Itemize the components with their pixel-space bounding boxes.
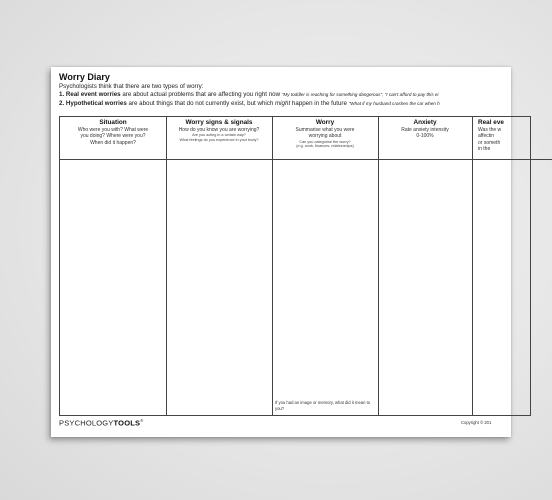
- column-situation[interactable]: [60, 117, 167, 415]
- column-heading: Worry signs & signals: [185, 119, 253, 126]
- column-prompt: Rate anxiety intensity: [401, 127, 449, 133]
- column-prompt: How do you know you are worrying?: [178, 127, 260, 133]
- worry-diary-table: [59, 116, 531, 416]
- worry-type-1-number: 1.: [59, 91, 65, 98]
- worry-type-1-term: Real event worries: [65, 91, 121, 98]
- column-worry[interactable]: [272, 117, 379, 415]
- column-header-real-event: [472, 117, 552, 160]
- column-worry-signs[interactable]: [166, 117, 273, 415]
- column-subprompt: What feelings do you experience in your body?: [179, 137, 259, 142]
- worry-type-2: [59, 100, 440, 107]
- psychology-tools-logo: [59, 418, 143, 428]
- logo-text-psychology: PSYCHOLOGY: [59, 418, 114, 428]
- column-subprompt: Can you categorise the worry?: [299, 139, 351, 144]
- column-anxiety[interactable]: [378, 117, 473, 415]
- column-footnote: If you had an image or memory, what did it mean to you?: [275, 400, 371, 411]
- column-prompt: Who were you with? What were: [77, 127, 149, 133]
- copyright-text: Copyright © 201: [461, 420, 492, 425]
- column-prompt: worrying about: [308, 133, 342, 140]
- worry-type-2-text: are about things that do not currently exist, but which: [126, 100, 276, 107]
- column-heading: Real eve: [478, 119, 504, 126]
- worry-type-2-number: 2.: [59, 100, 65, 107]
- column-prompt: affectin: [478, 133, 495, 140]
- worry-type-2-text-end: happen in the future: [290, 100, 349, 107]
- worry-type-2-term: Hypothetical worries: [65, 100, 127, 107]
- page-title: Worry Diary: [59, 72, 110, 82]
- column-prompt: in the: [478, 145, 491, 152]
- column-prompt: When did it happen?: [90, 139, 136, 146]
- column-header-worry-signs: [166, 117, 272, 160]
- worry-type-1-text: are about actual problems that are affecting you right now: [120, 91, 282, 98]
- worksheet-page: [51, 67, 511, 437]
- registered-mark: ®: [140, 418, 144, 423]
- intro-text: Psychologists think that there are two types of worry:: [59, 83, 204, 90]
- column-heading: Situation: [99, 119, 127, 126]
- column-header-anxiety: [378, 117, 472, 160]
- worry-type-2-example: "What if my husband crashes the car when h: [348, 101, 440, 106]
- column-prompt: you doing? Where were you?: [80, 133, 146, 140]
- column-subprompt: (e.g. work, finances, relationships): [296, 144, 354, 149]
- worry-type-2-emphasis: might: [275, 100, 291, 107]
- worry-type-1-example: "My toddler is reaching for something dangerous", "I can't afford to pay this ei: [281, 92, 439, 97]
- column-prompt: 0-100%: [416, 133, 434, 140]
- logo-text-tools: TOOLS: [113, 418, 141, 428]
- column-header-worry: [272, 117, 378, 160]
- column-header-situation: [60, 117, 166, 160]
- column-real-event[interactable]: [472, 117, 552, 415]
- column-heading: Anxiety: [413, 119, 437, 126]
- column-prompt: Was the w: [478, 127, 502, 133]
- column-prompt: Summarise what you were: [295, 127, 355, 133]
- worry-type-1: [59, 91, 438, 98]
- column-subprompt: Are you acting in a certain way?: [192, 133, 246, 138]
- column-prompt: or someth: [478, 139, 501, 146]
- column-heading: Worry: [315, 119, 335, 126]
